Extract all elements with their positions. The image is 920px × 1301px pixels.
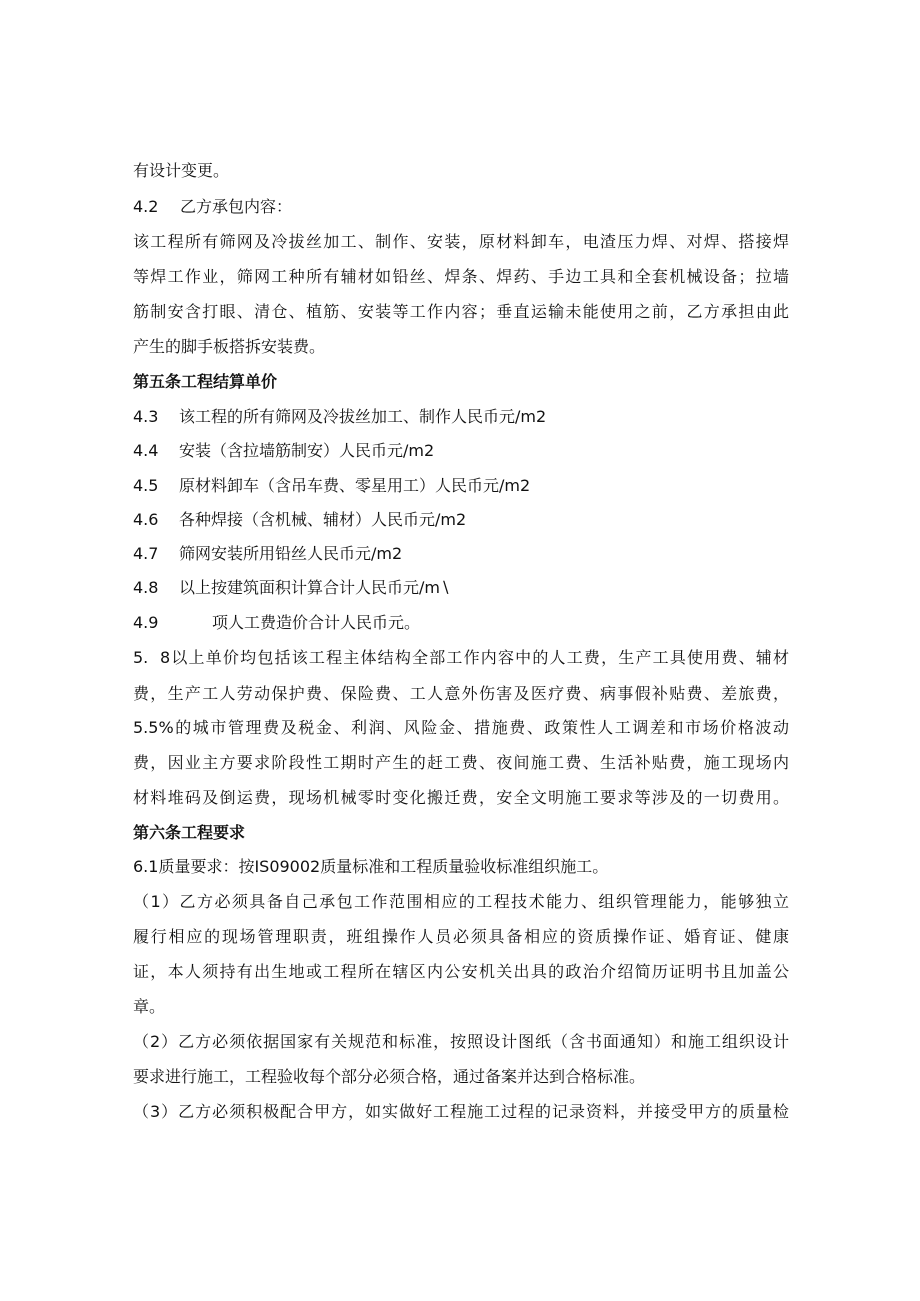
paragraph-line: 履行相应的现场管理职责，班组操作人员必须具备相应的资质操作证、婚育证、健康: [133, 927, 789, 946]
clause-4-3: [133, 407, 546, 427]
paragraph-line: 章。: [133, 997, 166, 1016]
clause-number: 4.4: [133, 441, 159, 460]
section-heading-6: 第六条工程要求: [133, 823, 246, 842]
clause-4-7: [133, 544, 402, 564]
clause-text: 8以上单价均包括该工程主体结构全部工作内容中的人工费，生产工具使用费、辅材: [160, 648, 789, 667]
paragraph-line: 5.5%的城市管理费及税金、利润、风险金、措施费、政策性人工调差和市场价格波动: [133, 718, 789, 737]
section-heading-5: 第五条工程结算单价: [133, 372, 278, 391]
paragraph-line: （3）乙方必须积极配合甲方，如实做好工程施工过程的记录资料，并接受甲方的质量检: [133, 1102, 789, 1121]
clause-text: 乙方承包内容：: [180, 197, 293, 216]
clause-text: 安装（含拉墙筋制安）人民币元/m2: [179, 441, 435, 460]
paragraph-line: 产生的脚手板搭拆安装费。: [133, 337, 326, 356]
clause-6-1: 6.1质量要求：按IS09002质量标准和工程质量验收标准组织施工。: [133, 857, 609, 876]
paragraph-line: 材料堆码及倒运费，现场机械零时变化搬迁费，安全文明施工要求等涉及的一切费用。: [133, 788, 789, 807]
paragraph-line: 筋制安含打眼、清仓、植筋、安装等工作内容；垂直运输未能使用之前，乙方承担由此: [133, 302, 789, 321]
clause-4-8: [133, 578, 450, 598]
paragraph-line: 该工程所有筛网及冷拔丝加工、制作、安装，原材料卸车，电渣压力焊、对焊、搭接焊: [133, 232, 789, 251]
clause-text: 各种焊接（含机械、辅材）人民币元/m2: [179, 510, 467, 529]
clause-text: 筛网安装所用铅丝人民币元/m2: [179, 544, 403, 563]
clause-4-5: [133, 476, 530, 496]
clause-text: 项人工费造价合计人民币元。: [212, 613, 421, 632]
paragraph-line: 有设计变更。: [133, 161, 230, 180]
clause-number: 4.7: [133, 544, 159, 563]
clause-number: 4.3: [133, 407, 159, 426]
clause-number: 4.2: [133, 197, 159, 216]
paragraph-line: （1）乙方必须具备自己承包工作范围相应的工程技术能力、组织管理能力，能够独立: [133, 892, 789, 911]
paragraph-line: 费，生产工人劳动保护费、保险费、工人意外伤害及医疗费、病事假补贴费、差旅费，: [133, 684, 789, 703]
clause-text: 该工程的所有筛网及冷拔丝加工、制作人民币元/m2: [179, 407, 547, 426]
clause-number: 5.: [133, 648, 149, 667]
paragraph-line: 费，因业主方要求阶段性工期时产生的赶工费、夜间施工费、生活补贴费，施工现场内: [133, 753, 789, 772]
clause-number: 4.9: [133, 613, 159, 632]
clause-number: 4.6: [133, 510, 159, 529]
paragraph-line: 证，本人须持有出生地或工程所在辖区内公安机关出具的政治介绍简历证明书且加盖公: [133, 962, 789, 981]
clause-number: 4.8: [133, 578, 159, 597]
clause-text: 原材料卸车（含吊车费、零星用工）人民币元/m2: [179, 476, 531, 495]
paragraph-line: 等焊工作业，筛网工种所有辅材如铅丝、焊条、焊药、手边工具和全套机械设备；拉墙: [133, 267, 789, 286]
clause-4-2: [133, 197, 292, 217]
paragraph-line: 要求进行施工，工程验收每个部分必须合格，通过备案并达到合格标准。: [133, 1067, 646, 1086]
clause-4-4: [133, 441, 434, 461]
clause-5-8: [133, 648, 789, 668]
clause-4-9: [133, 613, 420, 633]
clause-text: 以上按建筑面积计算合计人民币元∕m∖: [179, 578, 451, 597]
clause-4-6: [133, 510, 466, 530]
paragraph-line: （2）乙方必须依据国家有关规范和标准，按照设计图纸（含书面通知）和施工组织设计: [133, 1032, 789, 1051]
clause-number: 4.5: [133, 476, 159, 495]
